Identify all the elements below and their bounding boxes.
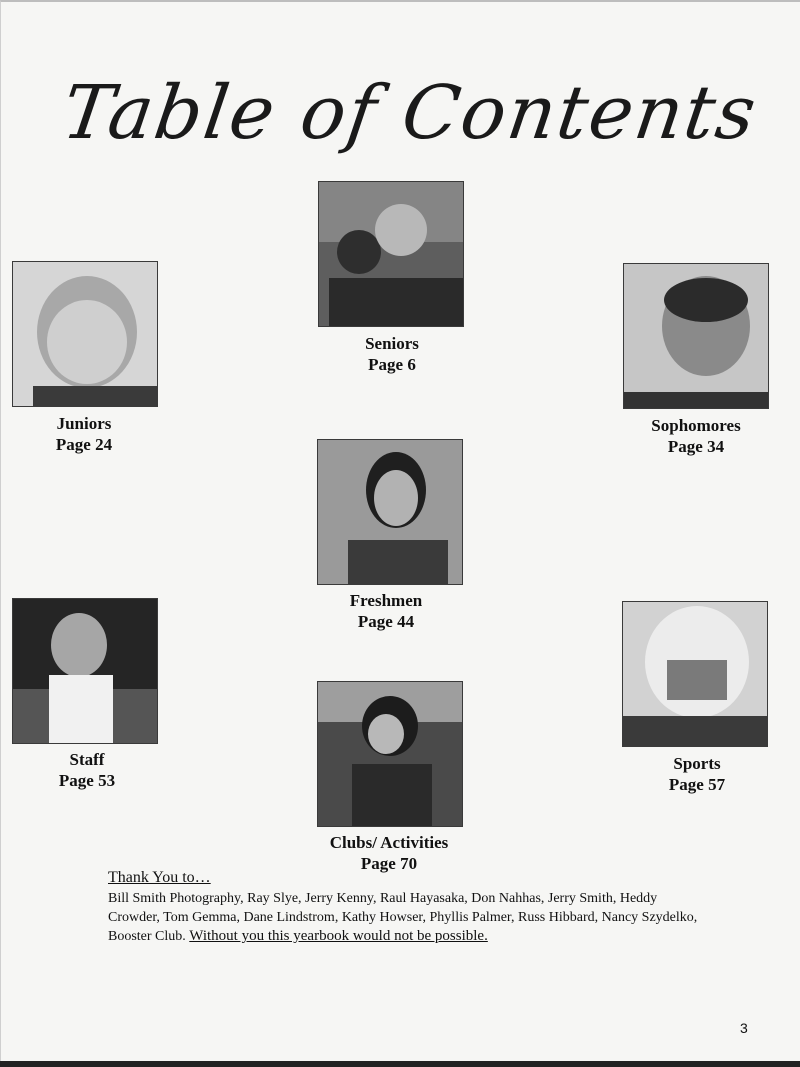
freshmen-photo [318,440,462,584]
sports-caption [607,753,787,795]
seniors-photo [319,182,463,326]
section-page: Page 24 [55,435,113,454]
sports-photo [623,602,767,746]
section-page: Page 53 [58,771,116,790]
clubs-photo [318,682,462,826]
section-name: Juniors [56,414,112,433]
section-page: Page 70 [360,854,418,873]
thanks-closing: Without you this yearbook would not be possible. [189,928,488,944]
section-name: Seniors [365,334,419,353]
section-name: Staff [69,750,105,769]
section-name: Sports [673,754,721,773]
section-page: Page 44 [357,612,415,631]
sophomores-caption [606,415,786,457]
section-name: Clubs/ Activities [329,833,449,852]
thanks-heading: Thank You to… [108,869,211,886]
thanks-names: Bill Smith Photography, Ray Slye, Jerry Kenny, Raul Hayasaka, Don Nahhas, Jerry Smith, Heddy Crowder, Tom Gemma, Dane Lindstrom, Kathy Howser, Phyllis Palmer, Russ Hibbard, Nancy Szydelko, Booster Club. [108,891,698,944]
section-page: Page 6 [368,355,416,374]
seniors-caption [302,333,482,375]
page-number: 3 [740,1020,748,1036]
staff-photo [13,599,157,743]
section-page: Page 57 [668,775,726,794]
juniors-photo [13,262,157,406]
freshmen-caption [296,590,476,632]
section-name: Freshmen [349,591,423,610]
bottom-bar [0,1061,800,1067]
page-title: Table of Contents [57,70,763,156]
juniors-caption [0,413,174,455]
sophomores-photo [624,264,768,408]
acknowledgements [108,868,698,946]
staff-caption [0,749,177,791]
section-name: Sophomores [651,416,741,435]
section-page: Page 34 [667,437,725,456]
